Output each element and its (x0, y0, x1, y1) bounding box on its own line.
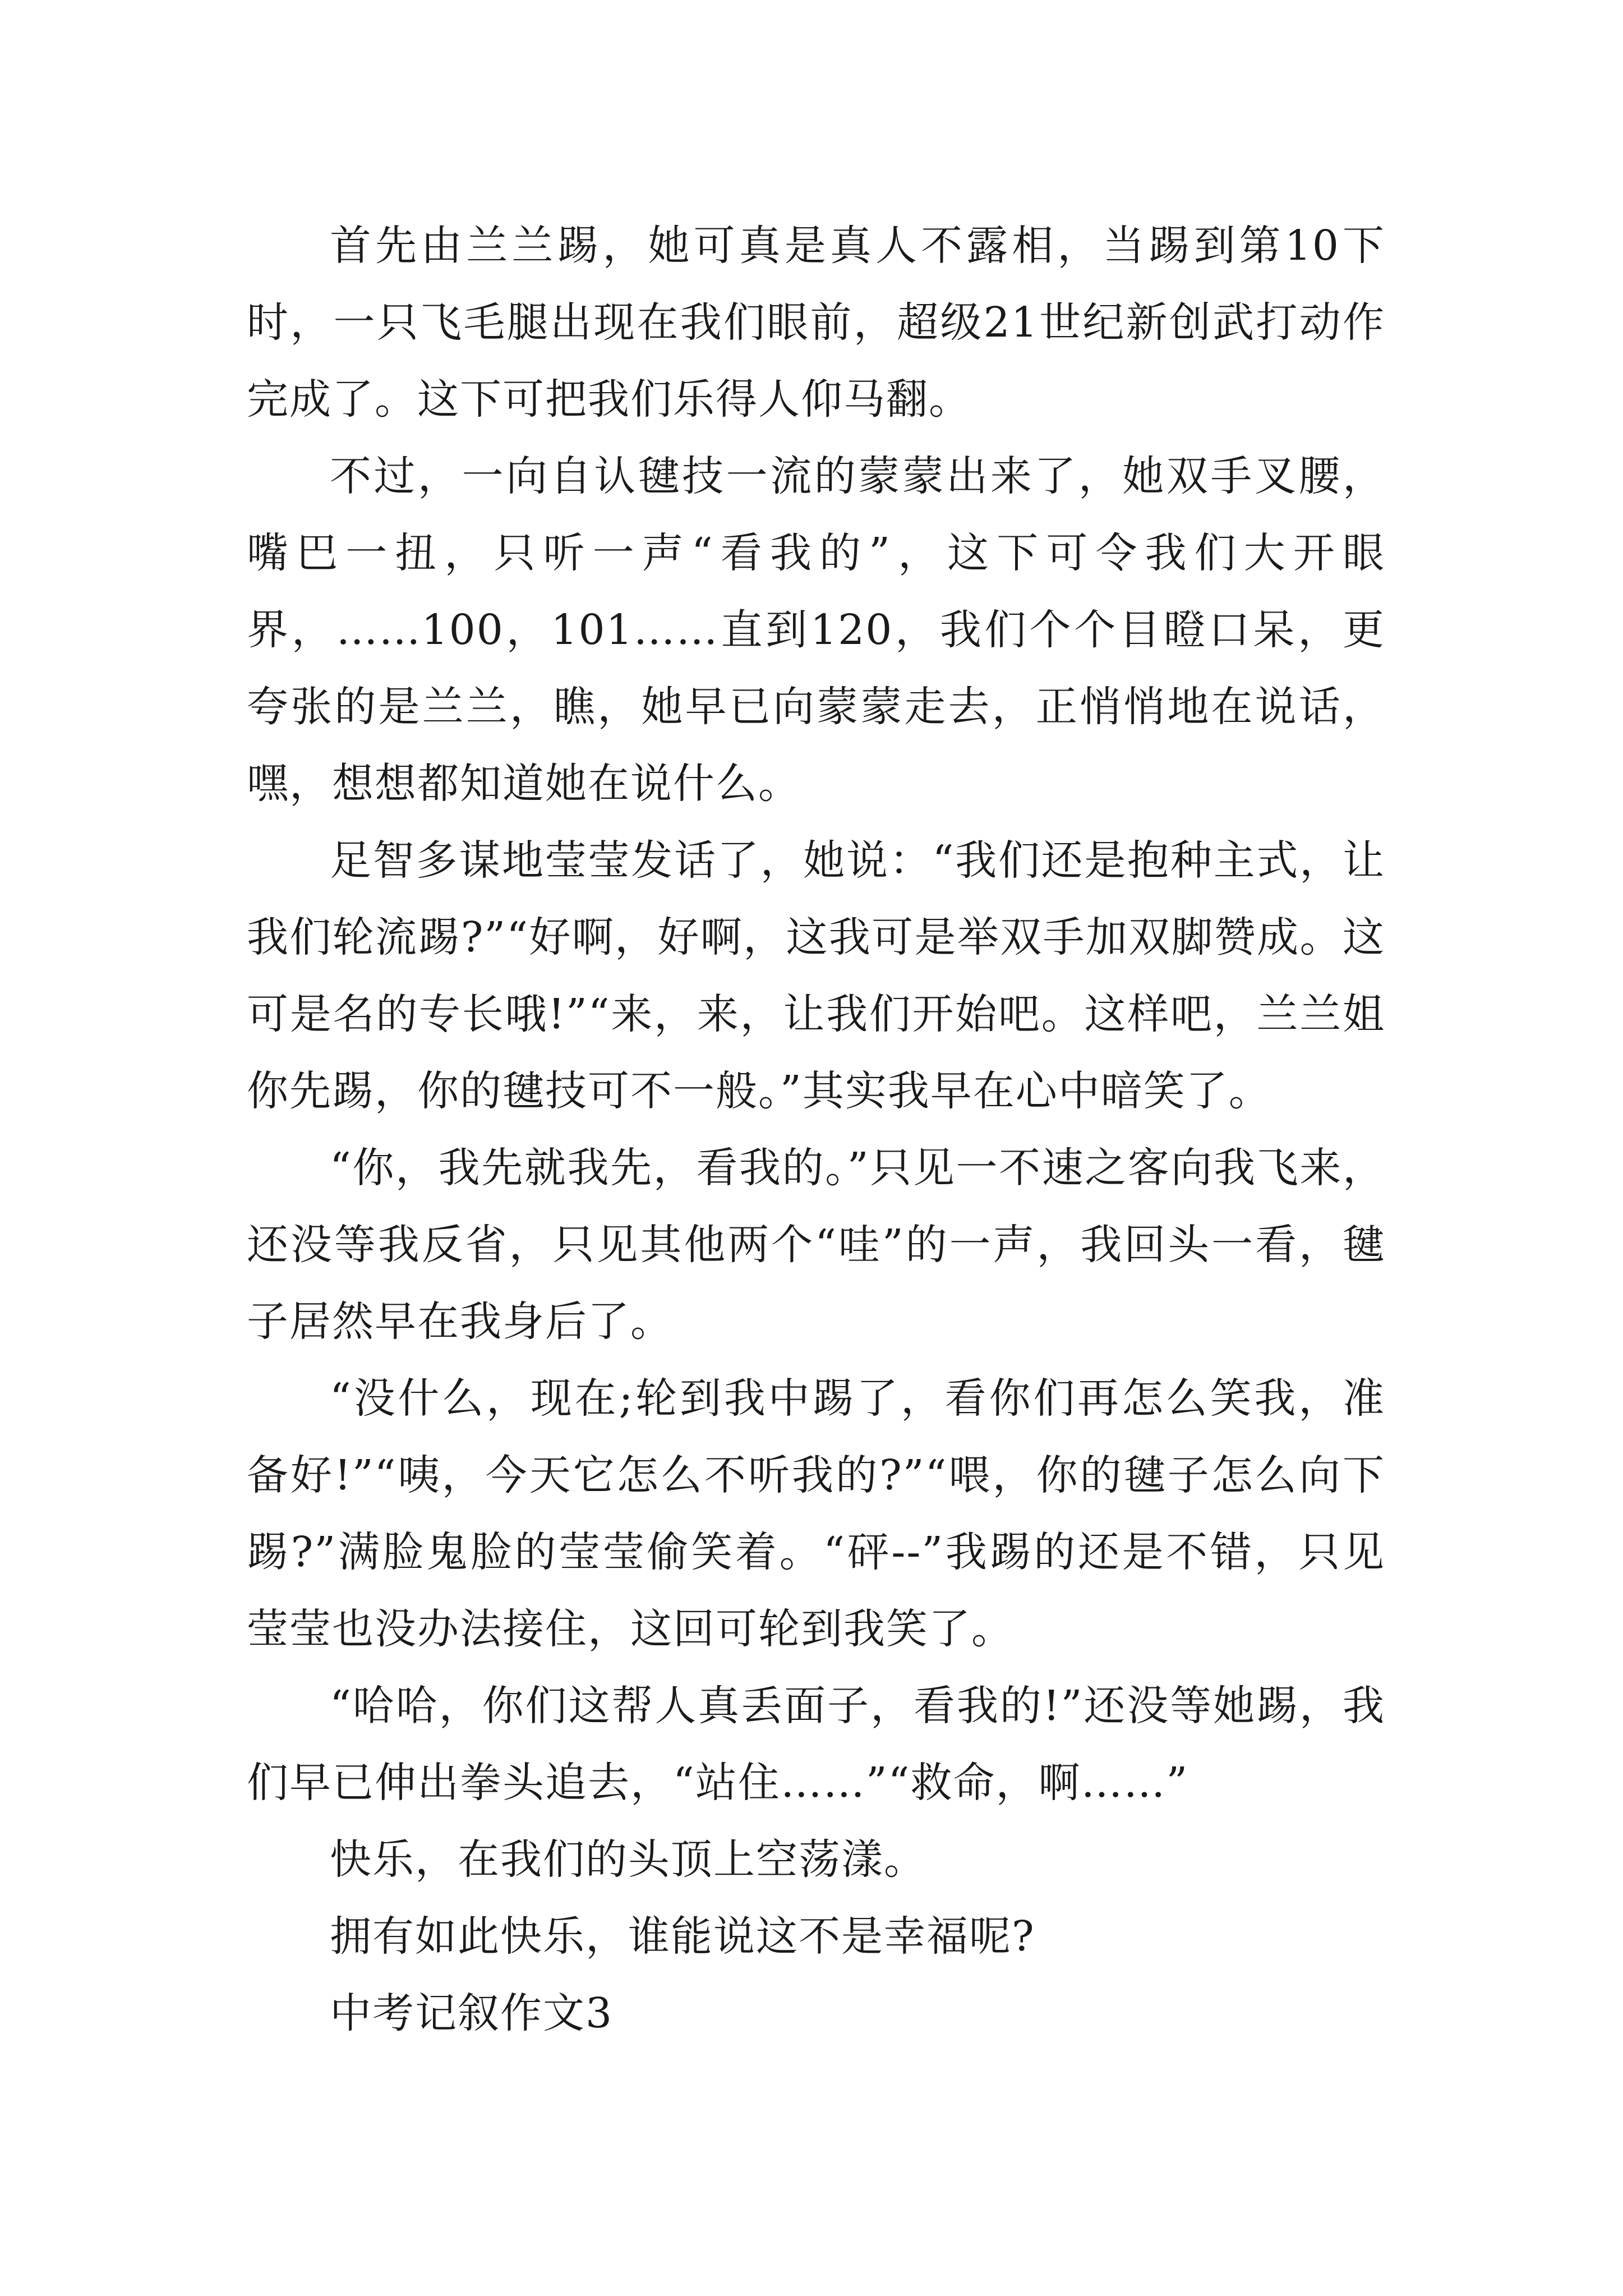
paragraph-6: “哈哈，你们这帮人真丢面子，看我的!”还没等她踢，我们早已伸出拳头追去，“站住……”“救命，啊……” (247, 1682, 1385, 1807)
paragraph-1: 首先由兰兰踢，她可真是真人不露相，当踢到第10下时，一只飞毛腿出现在我们眼前，超级21世纪新创武打动作完成了。这下可把我们乐得人仰马翻。 (247, 222, 1385, 424)
paragraph-4: “你，我先就我先，看我的。”只见一不速之客向我飞来，还没等我反省，只见其他两个“哇”的一声，我回头一看，毽子居然早在我身后了。 (247, 1144, 1385, 1346)
section-heading: 中考记叙作文3 (330, 1989, 614, 2037)
paragraph-5: “没什么，现在;轮到我中踢了，看你们再怎么笑我，准备好!”“咦，今天它怎么不听我的?”“喂，你的毽子怎么向下踢?”满脸鬼脸的莹莹偷笑着。“砰--”我踢的还是不错，只见莹莹也没办法接住，这回可轮到我笑了。 (247, 1374, 1385, 1653)
document-body (247, 208, 1385, 2052)
paragraph-7: 快乐，在我们的头顶上空荡漾。 (330, 1835, 926, 1884)
paragraph-3: 足智多谋地莹莹发话了，她说：“我们还是抱种主式，让我们轮流踢?”“好啊，好啊，这我可是举双手加双脚赞成。这可是名的专长哦!”“来，来，让我们开始吧。这样吧，兰兰姐你先踢，你的毽技可不一般。”其实我早在心中暗笑了。 (247, 836, 1385, 1115)
paragraph-8: 拥有如此快乐，谁能说这不是幸福呢? (330, 1912, 1035, 1961)
paragraph-2: 不过，一向自认毽技一流的蒙蒙出来了，她双手叉腰，嘴巴一扭，只听一声“看我的”，这下可令我们大开眼界，……100，101……直到120，我们个个目瞪口呆，更夸张的是兰兰，瞧，她早已向蒙蒙走去，正悄悄地在说话，嘿，想想都知道她在说什么。 (247, 452, 1385, 808)
